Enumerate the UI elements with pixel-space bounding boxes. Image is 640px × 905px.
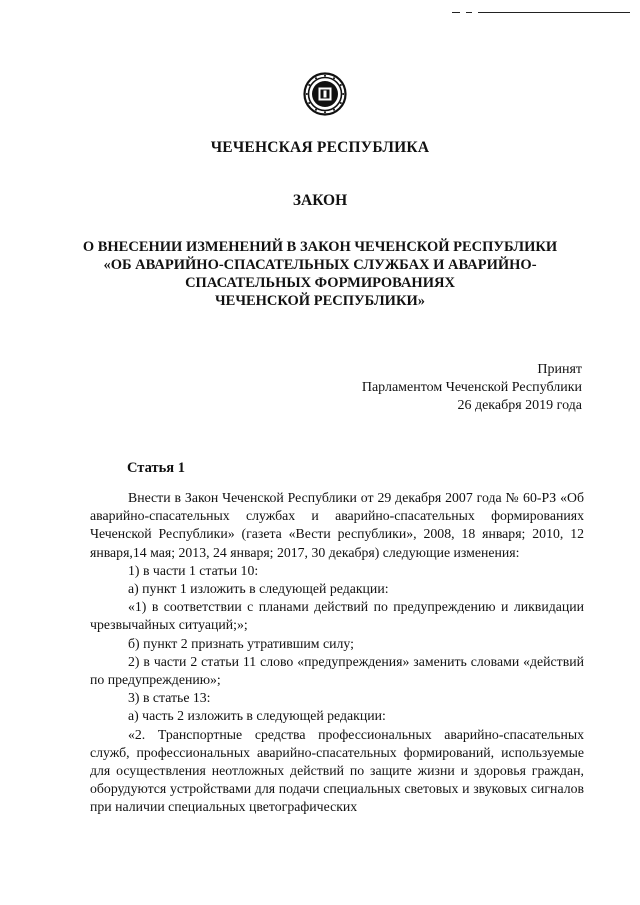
coat-of-arms-emblem-icon (303, 72, 347, 116)
article-paragraph: а) часть 2 изложить в следующей редакции: (128, 708, 386, 724)
law-title (60, 238, 580, 310)
adoption-block (362, 361, 582, 415)
article-paragraph: 2) в части 2 статьи 11 слово «предупреждения» заменить словами «действий по предупреждению»; (90, 653, 584, 688)
article-body (90, 489, 584, 817)
article-heading: Статья 1 (127, 460, 185, 476)
law-title-line: О ВНЕСЕНИИ ИЗМЕНЕНИЙ В ЗАКОН ЧЕЧЕНСКОЙ РЕСПУБЛИКИ (82, 239, 558, 255)
scan-edge-line (452, 12, 630, 13)
article-paragraph: 1) в части 1 статьи 10: (128, 562, 259, 578)
article-paragraph: б) пункт 2 признать утратившим силу; (128, 635, 354, 651)
adoption-date: 26 декабря 2019 года (457, 398, 582, 413)
document-type-heading: ЗАКОН (292, 192, 348, 209)
article-paragraph: Внести в Закон Чеченской Республики от 29 декабря 2007 года № 60-РЗ «Об аварийно-спасательных службах и аварийно-спасательных формированиях Чеченской Республики» (газета «Вести республики», 2008, 18 января; 2010, 12 января,14 мая; 2013, 24 января; 2017, 30 декабря) следующие изменения: (90, 490, 584, 560)
law-title-line: «ОБ АВАРИЙНО-СПАСАТЕЛЬНЫХ СЛУЖБАХ И АВАРИЙНО- (103, 257, 537, 273)
law-title-line: СПАСАТЕЛЬНЫХ ФОРМИРОВАНИЯХ (185, 275, 455, 291)
adoption-label: Принят (537, 362, 582, 377)
article-paragraph: 3) в статье 13: (128, 690, 211, 706)
article-paragraph: «1) в соответствии с планами действий по предупреждению и ликвидации чрезвычайных ситуаций;»; (90, 599, 584, 633)
article-paragraph: «2. Транспортные средства профессиональных аварийно-спасательных служб, профессиональных аварийно-спасательных формирований, используемые для осуществления неотложных действий по защите жизни и здоровья граждан, оборудуются устройствами для подачи специальных световых и звуковых сигналов при наличии специальных цветографических (90, 726, 584, 815)
adoption-body: Парламентом Чеченской Республики (361, 380, 582, 395)
law-title-line: ЧЕЧЕНСКОЙ РЕСПУБЛИКИ» (215, 293, 425, 309)
republic-heading: ЧЕЧЕНСКАЯ РЕСПУБЛИКА (210, 139, 430, 156)
article-paragraph: а) пункт 1 изложить в следующей редакции: (128, 581, 389, 597)
